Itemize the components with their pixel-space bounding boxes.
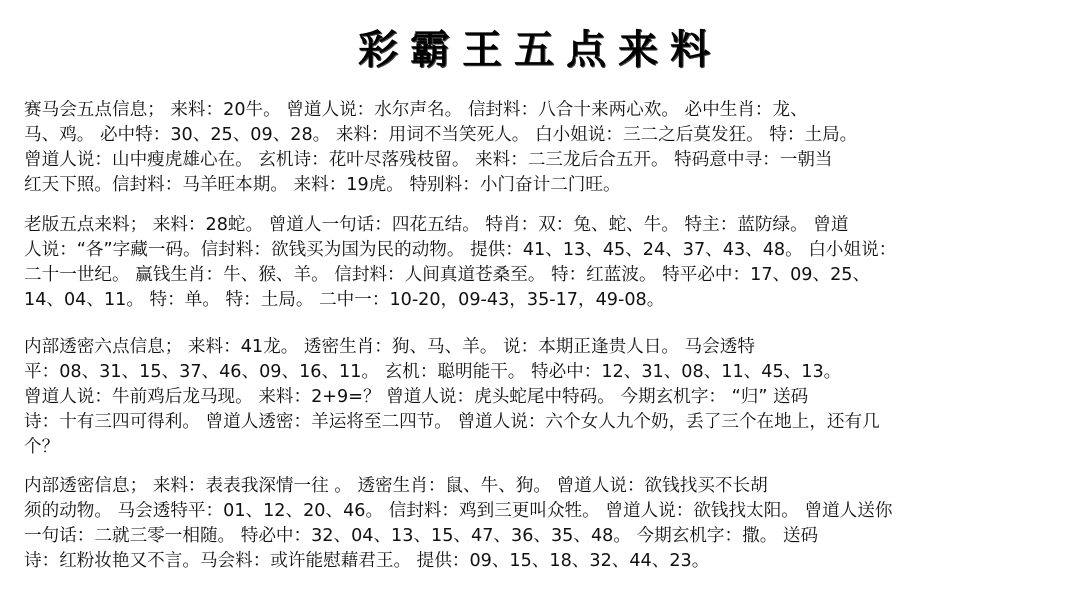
section-inside-six-point (24, 335, 1036, 460)
text-line: 人说：“各”字藏一码。信封料：欲钱买为国为民的动物。 提供：41、13、45、24、37、43、48。 白小姐说： (24, 240, 897, 260)
text-line: 个？ (24, 437, 60, 457)
text-line: 14、04、11。 特：单。 特：土局。 二中一：10-20，09-43，35-17，49-08。 (24, 290, 665, 310)
text-line: 曾道人说：山中瘦虎雄心在。 玄机诗：花叶尽落残枝留。 来料：二三龙后合五开。 特码意中寻：一朝当 (24, 150, 833, 170)
page-title: 彩霸王五点来料 (358, 26, 722, 73)
text-line: 赛马会五点信息； 来料：20牛。 曾道人说：水尔声名。 信封料：八合十来两心欢。 必中生肖：龙、 (24, 100, 808, 120)
section-old-edition (24, 213, 1036, 313)
text-line: 老版五点来料； 来料：28蛇。 曾道人一句话：四花五结。 特肖：双：兔、蛇、牛。 特主：蓝防绿。 曾道 (24, 215, 849, 235)
text-line: 诗：十有三四可得利。 曾道人透密：羊运将至二四节。 曾道人说：六个女人九个奶，丢了三个在地上，还有几 (24, 412, 880, 432)
text-line: 二十一世纪。 赢钱生肖：牛、猴、羊。 信封料：人间真道苍桑至。 特：红蓝波。 特平必中：17、09、25、 (24, 265, 871, 285)
text-line: 诗：红粉妆艳又不言。马会料：或许能慰藉君王。 提供：09、15、18、32、44、23。 (24, 551, 710, 571)
text-line: 曾道人说：牛前鸡后龙马现。 来料：2+9=？ 曾道人说：虎头蛇尾中特码。 今期玄机字： “归” 送码 (24, 387, 809, 407)
text-line: 内部透密六点信息； 来料：41龙。 透密生肖：狗、马、羊。 说：本期正逢贵人日。 马会透特 (24, 337, 755, 357)
text-line: 一句话：二就三零一相随。 特必中：32、04、13、15、47、36、35、48。 今期玄机字：撒。 送码 (24, 526, 819, 546)
text-line: 平：08、31、15、37、46、09、16、11。 玄机：聪明能干。 特必中：12、31、08、11、45、13。 (24, 362, 842, 382)
section-inside-info (24, 474, 1036, 574)
text-line: 马、鸡。 必中特：30、25、09、28。 来料：用词不当笑死人。 白小姐说：三二之后莫发狂。 特：土局。 (24, 125, 858, 145)
text-line: 内部透密信息； 来料：表表我深情一往 。 透密生肖：鼠、牛、狗。 曾道人说：欲钱找买不长胡 (24, 476, 768, 496)
text-line: 红天下照。信封料：马羊旺本期。 来料：19虎。 特别料：小门奋计二门旺。 (24, 175, 621, 195)
section-five-point-info (24, 98, 1036, 198)
text-line: 须的动物。 马会透特平：01、12、20、46。 信封料：鸡到三更叫众牲。 曾道人说：欲钱找太阳。 曾道人送你 (24, 501, 893, 521)
